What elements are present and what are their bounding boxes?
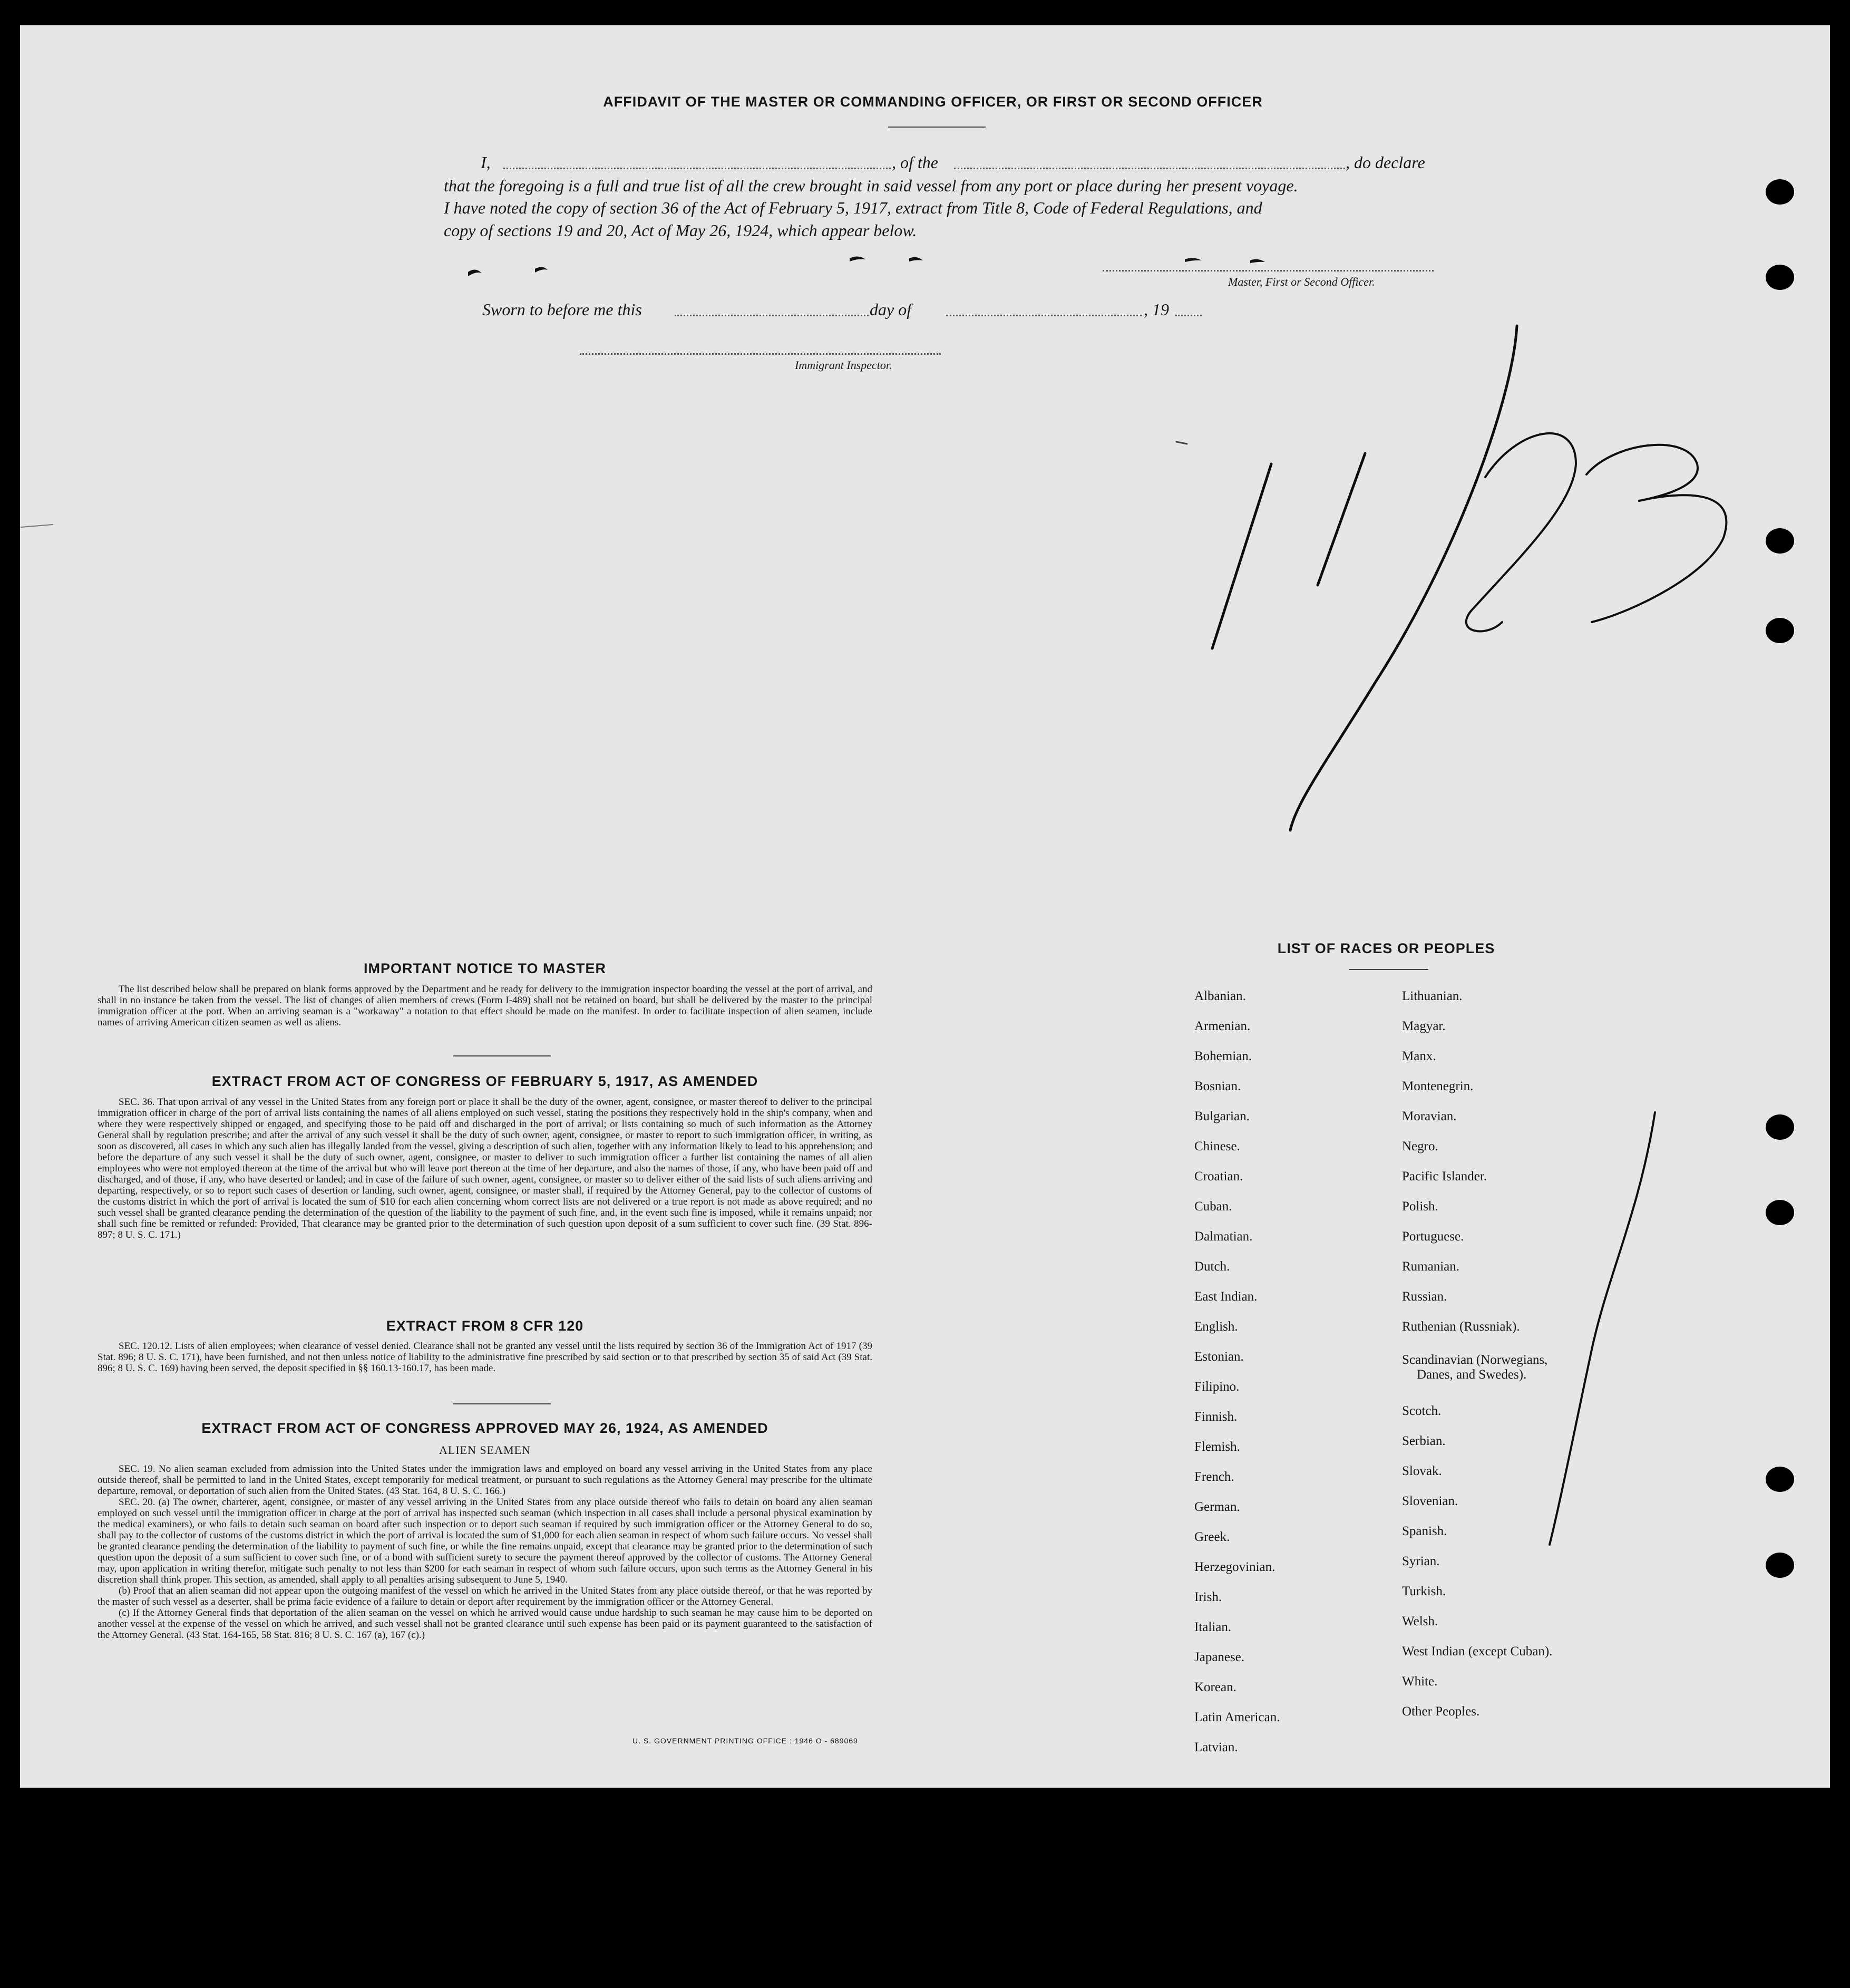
race-item: Greek. [1194, 1530, 1230, 1544]
extract-cfr-body: SEC. 120.12. Lists of alien employees; when clearance of vessel denied. Clearance shall not be granted any vessel until the lists required by section 36 of the Immigration Act of 1917 (39 Stat. 896; 8 U. S. C. 171), have been furnished, and not then unless notice of liability to the administrative fine prescribed by said section or to that prescribed by section 35 of said Act (39 Stat. 896; 8 U. S. C. 169) having been served, the deposit specified in §§ 160.13-160.17, has been made. [98, 1341, 872, 1374]
race-item: Scotch. [1402, 1404, 1442, 1418]
tick-mark [850, 256, 865, 261]
race-item: Rumanian. [1402, 1259, 1460, 1274]
affidavit-line-3: I have noted the copy of section 36 of the Act of February 5, 1917, extract from Title 8, Code of Federal Regulations, and [444, 198, 1262, 217]
race-item: Bosnian. [1194, 1079, 1241, 1093]
affidavit-title: AFFIDAVIT OF THE MASTER OR COMMANDING OFFICER, OR FIRST OR SECOND OFFICER [603, 94, 1263, 110]
handwritten-stroke [1586, 445, 1726, 622]
race-item: Portuguese. [1402, 1229, 1464, 1244]
inspector-caption: Immigrant Inspector. [795, 358, 892, 372]
sec-20b-text: (b) Proof that an alien seaman did not appear upon the outgoing manifest of the vessel on which he arrived in the United States from any place outside thereof, or that he was reported by the master of such vessel as a deserter, shall be prima facie evidence of a failure to detain or deport after requirement by the immigration officer or the Attorney General. [98, 1585, 872, 1607]
tick-mark [535, 267, 548, 273]
sec-19-text: SEC. 19. No alien seaman excluded from admission into the United States under the immigration laws and employed on board any vessel arriving in the United States from any place outside thereof, shall be permitted to land in the United States, except temporarily for medical treatment, or pursuant to such regulations as the Attorney General may prescribe for the ultimate departure, removal, or deportation of such alien from the United States. (43 Stat. 164, 8 U. S. C. 166.) [98, 1463, 872, 1497]
race-item: German. [1194, 1500, 1240, 1514]
race-item: Moravian. [1402, 1109, 1457, 1123]
race-item: Slovak. [1402, 1464, 1442, 1478]
race-item: Estonian. [1194, 1350, 1244, 1364]
race-item: Slovenian. [1402, 1494, 1458, 1508]
extract-1924-body [98, 1463, 872, 1641]
sec-20a-text: SEC. 20. (a) The owner, charterer, agent, consignee, or master of any vessel arriving in the United States from any place outside thereof who fails to detain on board any alien seaman employed on such vessel until the immigration officer in charge at the port of arrival has inspected such seaman (which inspection in all cases shall include a personal physical examination by the medical examiners), or who fails to detain such seaman on board after such inspection or to deport such seaman if required by such immigration officer or the Attorney General to do so, shall pay to the collector of customs of the customs district in which the port of arrival is located the sum of $1,000 for each alien seaman in respect of whom such failure occurs. No vessel shall be granted clearance pending the determination of the liability to payment of such fine, or while the fine remains unpaid, except that clearance may be granted prior to the determination of such question upon the deposit of a sum sufficient to cover such fine, or of a bond with sufficient surety to secure the payment thereof approved by the collector of customs. The Attorney General may, upon application in writing therefor, mitigate such penalty to not less than $200 for each seaman in respect of whom such failure occurs, upon such terms as the Attorney General in his discretion shall think proper. This section, as amended, shall apply to all penalties arising subsequent to June 5, 1940. [98, 1497, 872, 1585]
race-item: Bulgarian. [1194, 1109, 1250, 1123]
races-title: LIST OF RACES OR PEOPLES [1277, 940, 1495, 956]
race-item: Turkish. [1402, 1584, 1446, 1598]
section-divider [453, 1055, 551, 1056]
race-item: Other Peoples. [1402, 1704, 1480, 1719]
race-item: Dutch. [1194, 1259, 1230, 1274]
tick-mark [1250, 259, 1265, 263]
race-item: Armenian. [1194, 1019, 1251, 1033]
extract-1924-title: EXTRACT FROM ACT OF CONGRESS APPROVED MAY 26, 1924, AS AMENDED [201, 1420, 768, 1436]
race-item: Magyar. [1402, 1019, 1446, 1033]
handwritten-stroke [1318, 453, 1365, 585]
tick-mark [1185, 258, 1202, 262]
race-item: East Indian. [1194, 1289, 1258, 1304]
race-item: Irish. [1194, 1590, 1222, 1604]
notice-body: The list described below shall be prepared on blank forms approved by the Department and be ready for delivery to the immigration inspector boarding the vessel at the port of arrival, and shall in no instance be taken from the vessel. The list of changes of alien members of crews (Form I-489) shall not be retained on board, but shall be delivered by the master to the principal immigration officer at the port. When an arriving seaman is a "workaway" a notation to that effect should be made on the manifest. In order to facilitate inspection of alien seamen, include names of arriving American citizen seamen as well as aliens. [98, 984, 872, 1028]
race-item: Serbian. [1402, 1434, 1446, 1448]
tick-mark [909, 257, 923, 261]
race-item: Japanese. [1194, 1650, 1245, 1664]
affidavit-line-4: copy of sections 19 and 20, Act of May 26, 1924, which appear below. [444, 221, 917, 240]
race-item: Finnish. [1194, 1410, 1238, 1424]
race-item: Korean. [1194, 1680, 1236, 1694]
race-item: Scandinavian (Norwegians, [1402, 1353, 1548, 1367]
race-item: Albanian. [1194, 989, 1246, 1003]
affidavit-line-2: that the foregoing is a full and true list of all the crew brought in said vessel from any port or place during her present voyage. [444, 176, 1298, 195]
sworn-day-of: day of [870, 300, 912, 319]
race-item: West Indian (except Cuban). [1402, 1644, 1553, 1659]
scan-mark [1176, 442, 1187, 444]
race-item: Danes, and Swedes). [1417, 1368, 1527, 1382]
extract-cfr-title: EXTRACT FROM 8 CFR 120 [386, 1318, 584, 1334]
race-item: Chinese. [1194, 1139, 1240, 1153]
race-item: Spanish. [1402, 1524, 1447, 1538]
race-item: Croatian. [1194, 1169, 1243, 1184]
master-caption: Master, First or Second Officer. [1228, 275, 1375, 288]
section-divider [453, 1403, 551, 1404]
handwritten-stroke [1550, 1112, 1655, 1545]
extract-1924-subtitle: ALIEN SEAMEN [439, 1443, 531, 1457]
race-item: English. [1194, 1320, 1238, 1334]
notice-title: IMPORTANT NOTICE TO MASTER [364, 961, 606, 976]
extract-1917-body: SEC. 36. That upon arrival of any vessel in the United States from any foreign port or place it shall be the duty of the owner, agent, consignee, or master thereof to deliver to the principal immigration officer in charge of the port of arrival lists containing the names of all aliens employed on such vessel, stating the positions they respectively hold in the ship's company, when and where they were respectively shipped or engaged, and specifying those to be paid off and discharged in the port of arrival; or lists containing so much of such information as the Attorney General shall by regulation prescribe; and after the arrival of any such vessel it shall be the duty of such owner, agent, consignee, or master to report to such immigration officer, in writing, as soon as discovered, all cases in which any such alien has illegally landed from the vessel, giving a description of such alien, together with any information likely to lead to his apprehension; and before the departure of any such vessel it shall be the duty of such owner, agent, consignee, or master to deliver to such immigration officer a further list containing the names of all alien employees who were not employed thereon at the time of the arrival but who will leave port thereon at the time of her departure, and also the names of those, if any, who have been paid off and discharged, and of those, if any, who have deserted or landed; and in case of the failure of such owner, agent, consignee, or master so to deliver either of the said lists of such aliens arriving and departing, respectively, or so to report such cases of desertion or landing, such owner, agent, consignee, or master shall, if required by the Attorney General, pay to the collector of customs of the customs district in which the port of arrival is located the sum of $10 for each alien concerning whom correct lists are not delivered or a true report is not made as above required; and no such vessel shall be granted clearance pending the determination of the question of the liability to the payment of such fine, and, in the event such fine is imposed, while it remains unpaid; nor shall such fine be remitted or refunded: Provided, That clearance may be granted prior to the determination of such question upon deposit of a sum sufficient to cover such fine. (39 Stat. 896-897; 8 U. S. C. 171.) [98, 1097, 872, 1240]
race-item: Filipino. [1194, 1380, 1240, 1394]
affidavit-i: I, [481, 153, 491, 172]
race-item: Montenegrin. [1402, 1079, 1474, 1093]
printer-imprint: U. S. GOVERNMENT PRINTING OFFICE : 1946 O - 689069 [632, 1737, 858, 1745]
race-item: Dalmatian. [1194, 1229, 1253, 1244]
race-item: Negro. [1402, 1139, 1438, 1153]
race-item: Pacific Islander. [1402, 1169, 1487, 1184]
race-item: Russian. [1402, 1289, 1447, 1304]
race-item: Syrian. [1402, 1554, 1440, 1568]
tick-mark [468, 269, 482, 276]
handwritten-stroke [1212, 464, 1271, 648]
affidavit-do-declare: , do declare [1346, 153, 1425, 172]
race-item: Italian. [1194, 1620, 1232, 1634]
extract-1917-title: EXTRACT FROM ACT OF CONGRESS OF FEBRUARY 5, 1917, AS AMENDED [211, 1073, 758, 1089]
race-item: Lithuanian. [1402, 989, 1463, 1003]
race-item: Latin American. [1194, 1710, 1280, 1724]
race-item: Polish. [1402, 1199, 1438, 1214]
handwritten-stroke [1290, 326, 1517, 830]
race-item: Cuban. [1194, 1199, 1232, 1214]
sworn-year: , 19 [1144, 300, 1169, 319]
race-item: French. [1194, 1470, 1234, 1484]
race-item: Manx. [1402, 1049, 1436, 1063]
race-item: Herzegovinian. [1194, 1560, 1275, 1574]
sworn-prefix: Sworn to before me this [482, 300, 642, 319]
races-divider [1349, 969, 1428, 970]
sec-20c-text: (c) If the Attorney General finds that deportation of the alien seaman on the vessel on which he arrived would cause undue hardship to such seaman he may cause him to be deported on another vessel at the expense of the vessel on which he arrived, and such vessel shall not be granted clearance until such expense has been paid or its payment guaranteed to the satisfaction of the Attorney General. (43 Stat. 164-165, 58 Stat. 816; 8 U. S. C. 167 (a), 167 (c).) [98, 1607, 872, 1641]
scan-mark [21, 525, 53, 527]
race-item: Flemish. [1194, 1440, 1240, 1454]
race-item: Ruthenian (Russniak). [1402, 1320, 1520, 1334]
affidavit-of-the: , of the [892, 153, 938, 172]
race-item: Welsh. [1402, 1614, 1438, 1628]
race-item: Latvian. [1194, 1740, 1238, 1754]
race-item: White. [1402, 1674, 1438, 1689]
race-item: Bohemian. [1194, 1049, 1252, 1063]
